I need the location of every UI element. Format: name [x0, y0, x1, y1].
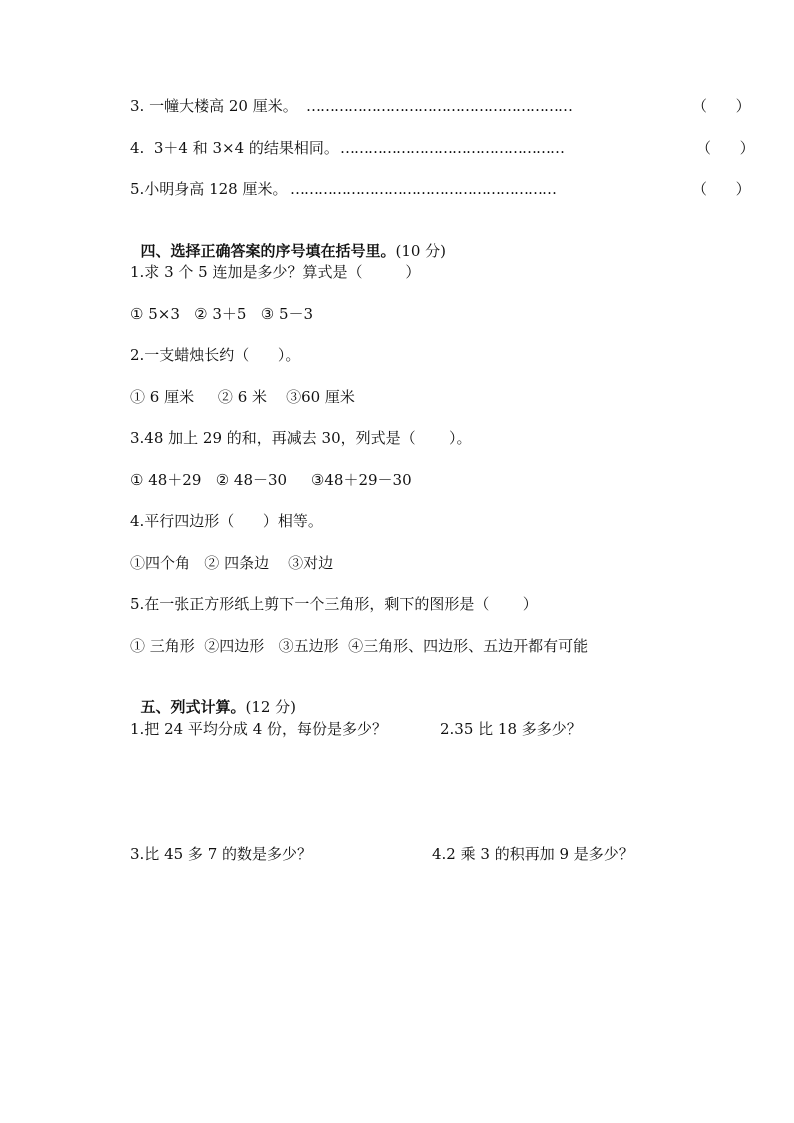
answer-bracket[interactable]: （ ） [692, 180, 751, 198]
tf-statement: 3. 一幢大楼高 20 厘米。 [130, 97, 298, 115]
calc-question-3: 3.比 45 多 7 的数是多少？ [130, 845, 313, 863]
section-4-score: (10 分) [395, 242, 447, 260]
choice-options-5[interactable]: ① 三角形 ②四边形 ③五边形 ④三角形、四边形、五边开都有可能 [130, 637, 589, 655]
tf-item-3 [130, 96, 751, 116]
choice-question-2: 2.一支蜡烛长约（ ）。 [130, 346, 301, 364]
section-5-heading [130, 677, 296, 717]
answer-bracket[interactable]: （ ） [692, 97, 751, 115]
choice-question-4: 4.平行四边形（ ）相等。 [130, 512, 323, 530]
dot-leader: ………………………………………………… [306, 97, 572, 115]
calc-question-2: 2.35 比 18 多多少？ [440, 720, 582, 738]
dot-leader: ………………………………………………… [290, 180, 556, 198]
tf-statement: 5.小明身高 128 厘米。 [130, 180, 288, 198]
section-4-title: 四、选择正确答案的序号填在括号里。 [140, 242, 396, 260]
choice-options-4[interactable]: ①四个角 ② 四条边 ③对边 [130, 554, 334, 572]
choice-question-3: 3.48 加上 29 的和，再减去 30，列式是（ ）。 [130, 429, 472, 447]
choice-options-1[interactable]: ① 5×3 ② 3＋5 ③ 5－3 [130, 305, 314, 323]
calc-question-4: 4.2 乘 3 的积再加 9 是多少？ [432, 845, 634, 863]
tf-item-4 [130, 138, 755, 158]
answer-bracket[interactable]: （ ） [696, 139, 755, 157]
section-5-title: 五、列式计算。 [140, 698, 246, 716]
choice-question-5: 5.在一张正方形纸上剪下一个三角形，剩下的图形是（ ） [130, 595, 538, 613]
choice-question-1: 1.求 3 个 5 连加是多少？算式是（ ） [130, 263, 421, 281]
tf-item-5 [130, 179, 751, 199]
section-4-heading [130, 221, 446, 261]
tf-statement: 4. 3＋4 和 3×4 的结果相同。 [130, 139, 339, 157]
dot-leader: ………………………………………… [340, 139, 564, 157]
choice-options-3[interactable]: ① 48＋29 ② 48－30 ③48＋29－30 [130, 471, 412, 489]
calc-question-1: 1.把 24 平均分成 4 份，每份是多少？ [130, 720, 388, 738]
section-5-score: (12 分) [245, 698, 297, 716]
choice-options-2[interactable]: ① 6 厘米 ② 6 米 ③60 厘米 [130, 388, 355, 406]
